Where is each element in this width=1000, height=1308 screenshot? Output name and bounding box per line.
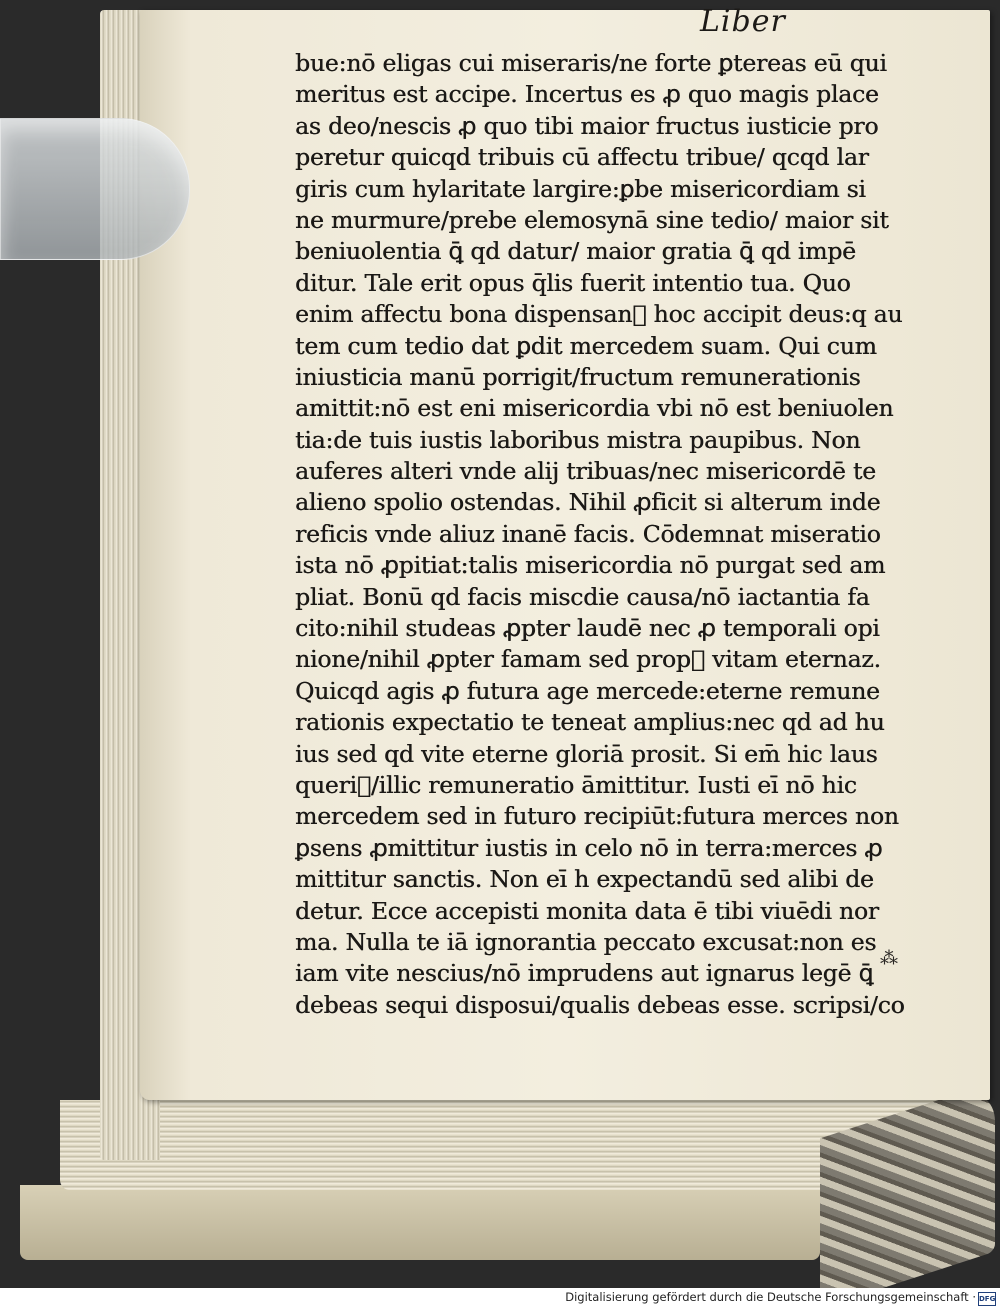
text-line: alieno spolio ostendas. Nihil ꝓficit si alterum inde [295,488,881,517]
text-line: reficis vnde aliuz inanē facis. Cōdemnat miseratio [295,519,881,548]
text-line: cito:nihil studeas ꝓpter laudē nec ꝓ temporali opi [295,614,880,643]
footer-bar [0,1288,1000,1308]
text-line: detur. Ecce accepisti monita data ē tibi viuēdi nor [295,896,879,925]
text-line: as deo/nescis ꝓ quo tibi maior fructus iusticie pro [295,111,879,140]
text-line: beniuolentia ꝗ̄ qd datur/ maior gratia ꝗ̄ qd impē [295,237,856,266]
text-line: giris cum hylaritate largire:ꝑbe misericordiam si [295,174,866,203]
text-line: ius sed qd vite eterne gloriā prosit. Si em̄ hic laus [295,739,878,768]
text-line: meritus est accipe. Incertus es ꝓ quo magis place [295,80,879,109]
running-head: Liber [700,4,786,39]
text-line: peretur quicqd tribuis cū affectu tribue/ qcqd lar [295,143,869,172]
text-line: tem cum tedio dat ꝑdit mercedem suam. Qui cum [295,331,877,360]
page-text-block [295,48,905,1021]
text-line: ne murmure/prebe elemosynā sine tedio/ maior sit [295,205,889,234]
text-line: nione/nihil ꝓpter famam sed propᷣ vitam eternaz. [295,645,881,674]
text-line: queriᷣ/illic remuneratio āmittitur. Iusti eī nō hic [295,770,857,799]
text-line: ma. Nulla te iā ignorantia peccato excusat:non es [295,927,877,956]
text-line: debeas sequi disposui/qualis debeas esse. scripsi/co [295,990,905,1019]
text-line: enim affectu bona dispensanᷣ hoc accipit deus:q au [295,300,903,329]
footer-credit-text: Digitalisierung gefördert durch die Deutsche Forschungsgemeinschaft · [565,1290,976,1304]
page-holder-clip [0,118,190,260]
signature-mark: ⁂ [880,948,898,969]
text-line: auferes alteri vnde alij tribuas/nec misericordē te [295,457,876,486]
text-line: iam vite nescius/nō imprudens aut ignarus legē ꝗ̄ [295,959,874,988]
text-line: tia:de tuis iustis laboribus mistra paupibus. Non [295,425,861,454]
text-line: bue:nō eligas cui miseraris/ne forte ꝑtereas eū qui [295,49,887,77]
book-cover-board [20,1185,820,1260]
text-line: pliat. Bonū qd facis miscdie causa/nō iactantia fa [295,582,870,611]
text-line: ista nō ꝓpitiat:talis misericordia nō purgat sed am [295,551,886,580]
text-line: ditur. Tale erit opus q̄lis fuerit intentio tua. Quo [295,268,851,297]
text-line: rationis expectatio te teneat amplius:nec qd ad hu [295,708,885,737]
dfg-logo-icon: DFG [978,1292,996,1306]
text-line: mittitur sanctis. Non eī h expectandū sed alibi de [295,865,874,894]
text-line: iniusticia manū porrigit/fructum remunerationis [295,362,861,391]
text-line: mercedem sed in futuro recipiūt:futura merces non [295,802,899,831]
text-line: ꝑsens ꝓmittitur iustis in celo nō in terra:merces ꝓ [295,833,883,862]
text-line: amittit:nō est eni misericordia vbi nō est beniuolen [295,394,894,423]
text-line: Quicqd agis ꝓ futura age mercede:eterne remune [295,676,880,705]
